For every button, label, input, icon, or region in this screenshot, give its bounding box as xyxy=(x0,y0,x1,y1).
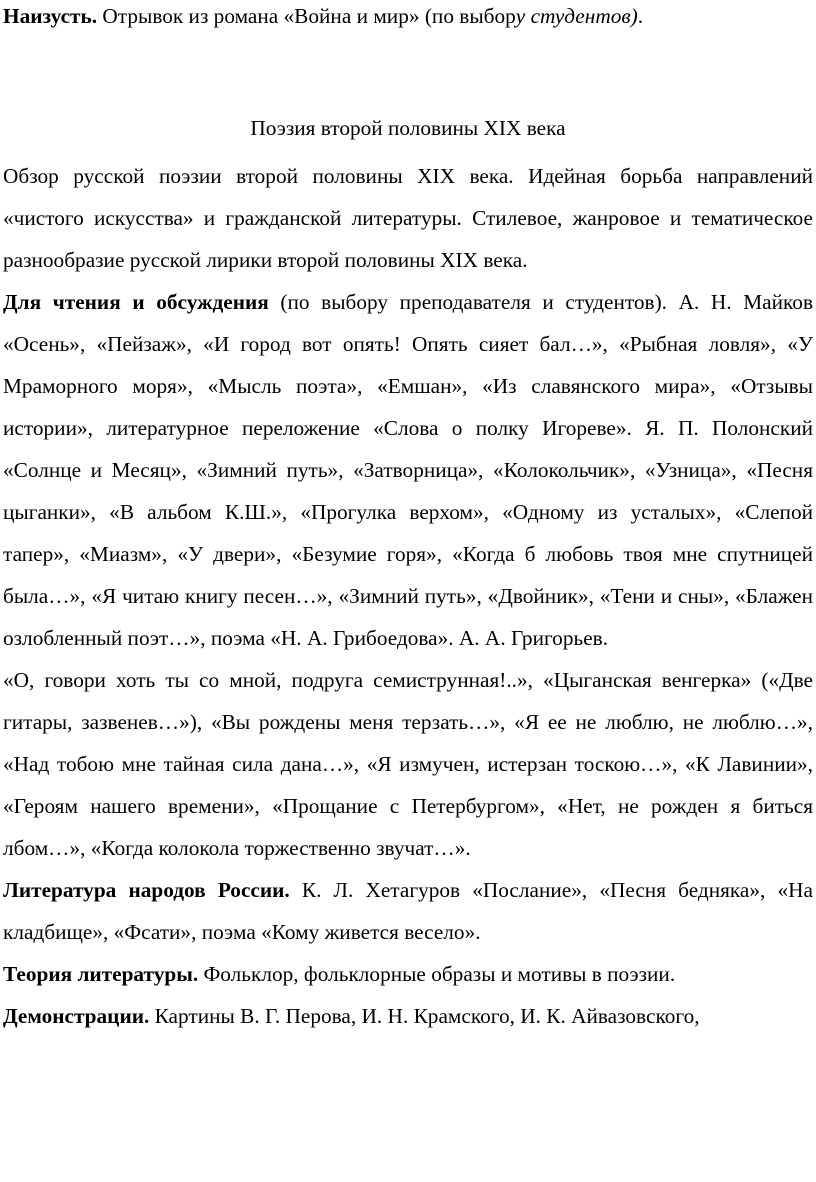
demonstrations-text: Картины В. Г. Перова, И. Н. Крамского, И. К. Айвазовского, xyxy=(149,1004,700,1028)
peoples-literature-paragraph xyxy=(3,869,813,953)
memorize-label: Наизусть. xyxy=(3,4,98,28)
memorize-paragraph xyxy=(3,2,813,30)
section-heading: Поэзия второй половины XIX века xyxy=(250,116,566,140)
reading-text: (по выбору преподавателя и студентов). А. Н. Майков «Осень», «Пейзаж», «И город вот опять! Опять сияет бал…», «Рыбная ловля», «У Мраморного моря», «Мысль поэта», «Емшан», «Из славянского мира», «Отзывы истории», литературное переложение «Слова о полку Игореве». Я. П. Полонский «Солнце и Месяц», «Зимний путь», «Затворница», «Колокольчик», «Узница», «Песня цыганки», «В альбом К.Ш.», «Прогулка верхом», «Одному из усталых», «Слепой тапер», «Миазм», «У двери», «Безумие горя», «Когда б любовь твоя мне спутницей была…», «Я читаю книгу песен…», «Зимний путь», «Двойник», «Тени и сны», «Блажен озлобленный поэт…», поэма «Н. А. Грибоедова». А. А. Григорьев. xyxy=(3,290,814,650)
memorize-end: . xyxy=(637,4,644,28)
memorize-italic-text: у студентов) xyxy=(515,4,638,28)
overview-paragraph: Обзор русской поэзии второй половины XIX века. Идейная борьба направлений «чистого искусства» и гражданской литературы. Стилевое, жанровое и тематическое разнообразие русской лирики второй половины XIX века. xyxy=(3,164,813,272)
theory-paragraph xyxy=(3,953,813,995)
reading-label: Для чтения и обсуждения xyxy=(3,290,269,314)
peoples-literature-text: К. Л. Хетагуров «Послание», «Песня бедняка», «На кладбище», «Фсати», поэма «Кому живется весело». xyxy=(3,878,813,944)
grigoriev-paragraph: «О, говори хоть ты со мной, подруга семиструнная!..», «Цыганская венгерка» («Две гитары, зазвенев…»), «Вы рождены меня терзать…», «Я ее не люблю, не люблю…», «Над тобою мне тайная сила дана…», «Я измучен, истерзан тоскою…», «К Лавинии», «Героям нашего времени», «Прощание с Петербургом», «Нет, не рожден я биться лбом…», «Когда колокола торжественно звучат…». xyxy=(3,668,813,860)
memorize-text: Отрывок из романа «Война и мир» (по выбор xyxy=(97,4,516,28)
peoples-literature-label: Литература народов России. xyxy=(3,878,290,902)
theory-label: Теория литературы. xyxy=(3,962,199,986)
theory-text: Фольклор, фольклорные образы и мотивы в поэзии. xyxy=(198,962,676,986)
demonstrations-label: Демонстрации. xyxy=(3,1004,150,1028)
demonstrations-paragraph xyxy=(3,995,813,1037)
reading-paragraph xyxy=(3,281,813,659)
